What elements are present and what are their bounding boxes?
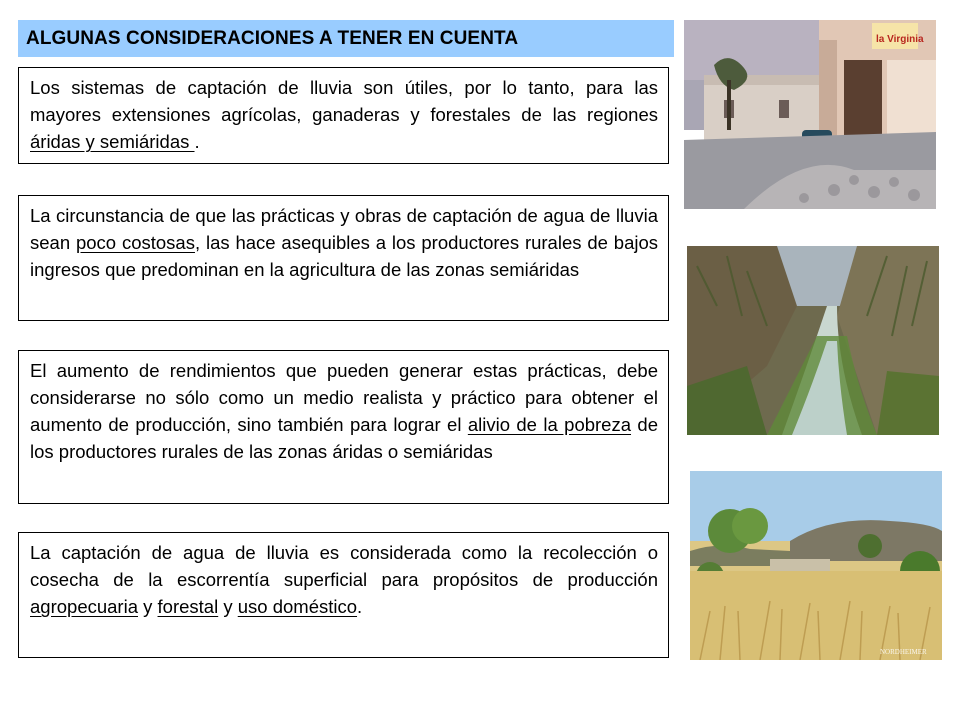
underlined-text: alivio de la pobreza — [467, 414, 632, 435]
photo-arid-landscape — [690, 471, 942, 660]
paragraph-text: El aumento de rendimientos que pueden generar estas prácticas, debe considerarse no sólo como un medio realista y práctico para obtener el aumento de producción, sino también para lograr el — [30, 360, 658, 435]
paragraph-text: y — [218, 596, 238, 617]
paragraph-text: . — [194, 131, 200, 152]
underlined-text: forestal — [157, 596, 219, 617]
paragraph-box-3 — [18, 350, 669, 504]
paragraph-box-4 — [18, 532, 669, 658]
underlined-text: poco costosas — [75, 232, 195, 253]
paragraph-box-1 — [18, 67, 669, 164]
paragraph-text: , las hace asequibles a los productores rurales de bajos ingresos que predominan en la agricultura de las zonas semiáridas — [30, 232, 659, 280]
shop-sign-text: la Virginia — [876, 34, 924, 45]
photo-village-street — [684, 20, 936, 209]
page-title: ALGUNAS CONSIDERACIONES A TENER EN CUENTA — [26, 28, 519, 49]
underlined-text: agropecuaria — [30, 596, 138, 617]
title-banner — [18, 20, 674, 57]
paragraph-text: La circunstancia de que las prácticas y obras de captación de agua de lluvia sean — [30, 205, 658, 253]
paragraph-text: y — [138, 596, 158, 617]
paragraph-text: . — [357, 596, 363, 617]
underlined-text: uso doméstico — [237, 596, 358, 617]
underlined-text: áridas y semiáridas — [30, 131, 195, 152]
photo-stream-vegetation — [687, 246, 939, 435]
paragraph-text: La captación de agua de lluvia es considerada como la recolección o cosecha de la escorrentía superficial para propósitos de producción — [30, 542, 658, 590]
paragraph-text: de los productores rurales de las zonas áridas o semiáridas — [30, 414, 658, 462]
paragraph-box-2 — [18, 195, 669, 321]
photo-watermark: NORDHEIMER — [880, 648, 927, 656]
paragraph-text: Los sistemas de captación de lluvia son útiles, por lo tanto, para las mayores extensiones agrícolas, ganaderas y forestales de las regiones — [30, 77, 658, 125]
